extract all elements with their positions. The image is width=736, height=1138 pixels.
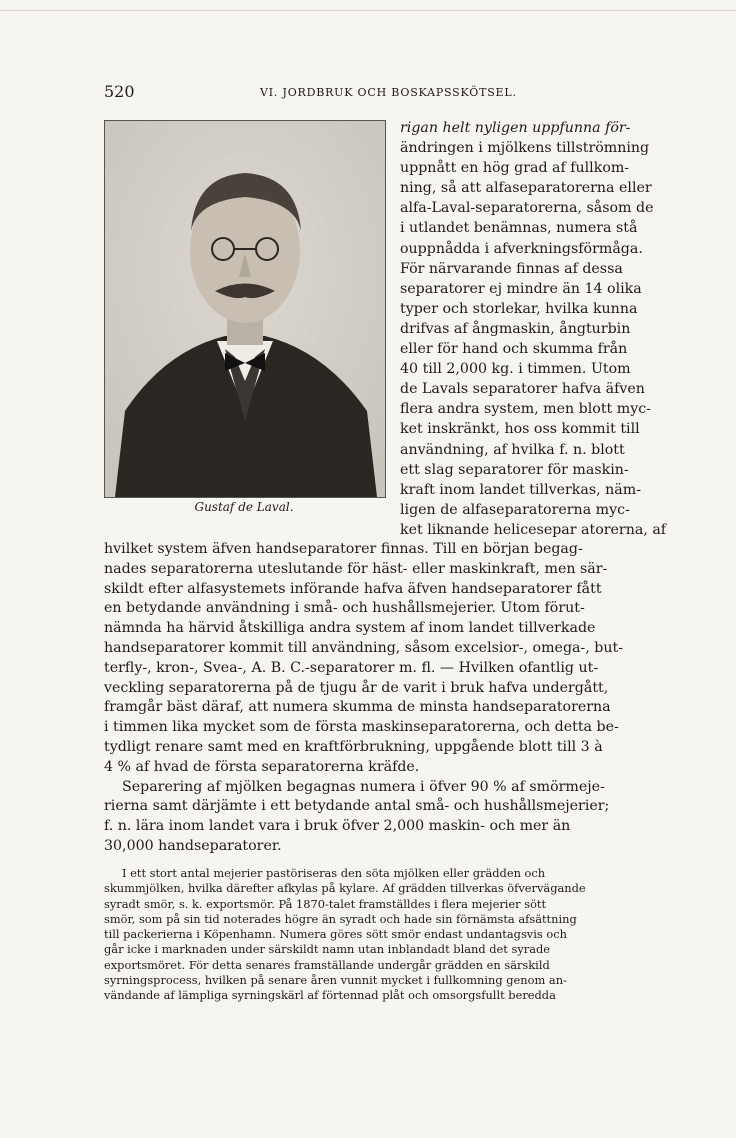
portrait-photo: [104, 120, 386, 498]
text-line: framgår bäst däraf, att numera skumma de minsta handseparatorerna: [104, 699, 611, 716]
text-line: rigan helt nyligen uppfunna för-: [400, 120, 631, 136]
side-column-text: [400, 118, 667, 540]
text-line: alfa-Laval-separatorerna, såsom de: [400, 200, 654, 217]
text-line: en betydande användning i små- och hushållsmejerier. Utom förut-: [104, 600, 585, 617]
text-line: 4 % af hvad de första separatorerna kräfde.: [104, 758, 420, 775]
text-line: ning, så att alfaseparatorerna eller: [400, 180, 652, 197]
text-line: de Lavals separatorer hafva äfven: [400, 381, 645, 398]
text-line: drifvas af ångmaskin, ångturbin: [400, 320, 631, 337]
text-line: handseparatorer kommit till användning, såsom excelsior-, omega-, but-: [104, 639, 624, 656]
text-line: I ett stort antal mejerier pastöriseras den söta mjölken eller grädden och: [122, 866, 546, 880]
text-line: vändande af lämpliga syrningskärl af förtennad plåt och omsorgsfullt beredda: [104, 988, 556, 1003]
text-line: 40 till 2,000 kg. i timmen. Utom: [400, 361, 631, 378]
text-line: terfly-, kron-, Svea-, A. B. C.-separatorer m. fl. — Hvilken ofantlig ut-: [104, 659, 599, 676]
text-line: ket inskränkt, hos oss kommit till: [400, 421, 640, 438]
text-line: hvilket system äfven handseparatorer finnas. Till en början begag-: [104, 541, 583, 557]
text-line: rierna samt därjämte i ett betydande antal små- och hushållsmejerier;: [104, 798, 610, 815]
text-line: skildt efter alfasystemets införande hafva äfven handseparatorer fått: [104, 580, 602, 597]
text-line: går icke i marknaden under särskildt namn utan inblandadt bland det syrade: [104, 942, 551, 957]
text-line: skummjölken, hvilka därefter afkylas på kylare. Af grädden tillverkas öfvervägande: [104, 881, 586, 896]
text-line: i timmen lika mycket som de första maskinseparatorerna, och detta be-: [104, 719, 619, 736]
portrait-photo-icon: [105, 121, 385, 497]
text-line: ouppnådda i afverkningsförmåga.: [400, 240, 643, 257]
text-line: tydligt renare samt med en kraftförbrukning, uppgående blott till 3 à: [104, 738, 603, 755]
text-line: syrningsprocess, hvilken på senare åren vunnit mycket i fullkomning genom an-: [104, 973, 567, 988]
main-body-text: [104, 540, 664, 857]
text-line: användning, af hvilka f. n. blott: [400, 441, 625, 458]
top-scan-edge: [0, 10, 736, 11]
text-line: Separering af mjölken begagnas numera i öfver 90 % af smörmeje-: [122, 778, 605, 795]
text-line: exportsmöret. För detta senares framställande undergår grädden en särskild: [104, 957, 550, 972]
text-line: veckling separatorerna på de tjugu år de varit i bruk hafva undergått,: [104, 679, 609, 696]
running-head: VI. JORDBRUK OCH BOSKAPSSKÖTSEL.: [260, 86, 517, 99]
text-line: separatorer ej mindre än 14 olika: [400, 280, 642, 297]
text-line: nades separatorerna uteslutande för häst- eller maskinkraft, men sär-: [104, 560, 608, 577]
text-line: ändringen i mjölkens tillströmning: [400, 140, 650, 157]
text-line: nämnda ha härvid åtskilliga andra system af inom landet tillverkade: [104, 620, 596, 637]
text-line: smör, som på sin tid noterades högre än syradt och hade sin förnämsta afsättning: [104, 911, 577, 926]
text-line: i utlandet benämnas, numera stå: [400, 220, 638, 237]
page-header: [104, 82, 664, 104]
text-line: uppnått en hög grad af fullkom-: [400, 160, 630, 177]
text-line: kraft inom landet tillverkas, näm-: [400, 481, 642, 498]
text-line: För närvarande finnas af dessa: [400, 260, 623, 277]
text-line: 30,000 handseparatorer.: [104, 837, 282, 854]
figure-caption: Gustaf de Laval.: [194, 500, 294, 514]
small-print-paragraph: [104, 866, 664, 1004]
text-line: syradt smör, s. k. exportsmör. På 1870-talet framställdes i flera mejerier sött: [104, 896, 547, 911]
text-line: flera andra system, men blott myc-: [400, 401, 651, 418]
text-line: ket liknande helicesepar atorerna, af: [400, 521, 667, 538]
text-line: ett slag separatorer för maskin-: [400, 461, 629, 478]
page-number: 520: [104, 82, 135, 101]
text-line: ligen de alfaseparatorerna myc-: [400, 501, 630, 518]
text-line: typer och storlekar, hvilka kunna: [400, 300, 638, 317]
text-line: f. n. lära inom landet vara i bruk öfver 2,000 maskin- och mer än: [104, 818, 571, 835]
text-line: eller för hand och skumma från: [400, 341, 628, 358]
text-line: till packerierna i Köpenhamn. Numera göres sött smör endast undantagsvis och: [104, 927, 567, 942]
